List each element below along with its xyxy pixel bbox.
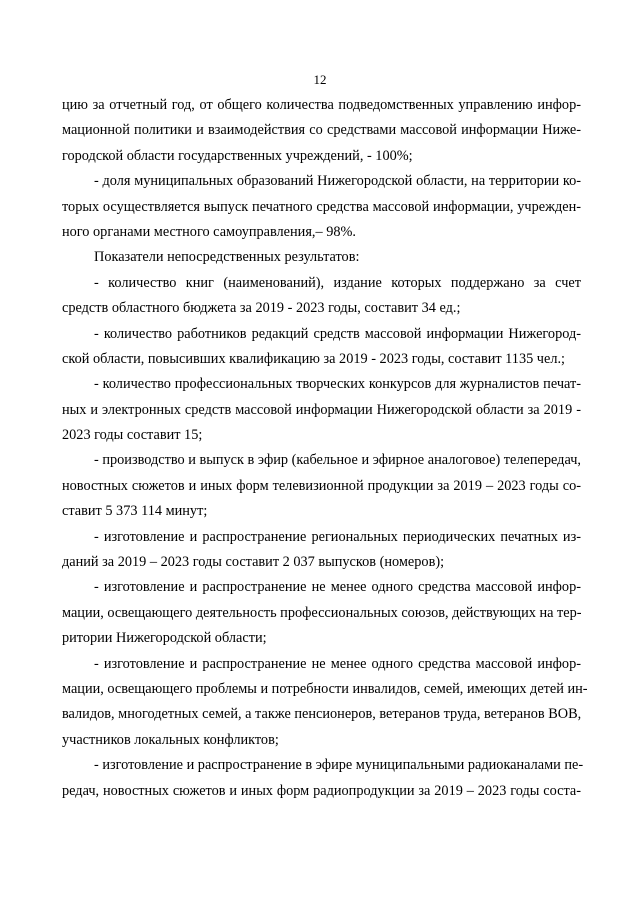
text-line: мации, освещающего деятельность профессиональных союзов, действующих на тер- (62, 604, 582, 621)
text-line: - изготовление и распространение не менее одного средства массовой инфор- (94, 579, 581, 596)
text-line: ставит 5 373 114 минут; (62, 503, 208, 520)
text-line: мации, освещающего проблемы и потребности инвалидов, семей, имеющих детей ин- (62, 680, 588, 697)
text-line: торых осуществляется выпуск печатного средства массовой информации, учрежден- (62, 198, 581, 215)
text-line: ритории Нижегородской области; (62, 630, 267, 647)
text-line: - количество профессиональных творческих конкурсов для журналистов печат- (94, 376, 581, 393)
text-line: редач, новостных сюжетов и иных форм радиопродукции за 2019 – 2023 годы соста- (62, 782, 581, 799)
text-line: - количество книг (наименований), издание которых поддержано за счет (94, 274, 581, 291)
text-line: цию за отчетный год, от общего количества подведомственных управлению инфор- (62, 97, 581, 113)
text-line: даний за 2019 – 2023 годы составит 2 037 выпусков (номеров); (62, 554, 445, 571)
text-line: - количество работников редакций средств массовой информации Нижегород- (94, 325, 581, 342)
text-line: средств областного бюджета за 2019 - 2023 годы, составит 34 ед.; (62, 300, 461, 317)
document-body (62, 93, 588, 804)
text-line: ного органами местного самоуправления,– 98%. (62, 223, 356, 240)
text-line: участников локальных конфликтов; (62, 731, 279, 748)
text-line: - производство и выпуск в эфир (кабельное и эфирное аналоговое) телепередач, (94, 452, 581, 469)
text-line: - изготовление и распространение в эфире муниципальными радиоканалами пе- (94, 757, 584, 774)
text-line: мационной политики и взаимодействия со средствами массовой информации Ниже- (62, 122, 581, 139)
text-line: Показатели непосредственных результатов: (94, 249, 360, 266)
page-number: 12 (313, 72, 327, 87)
text-line: - изготовление и распространение региональных периодических печатных из- (94, 528, 581, 545)
text-line: новостных сюжетов и иных форм телевизионной продукции за 2019 – 2023 годы со- (62, 477, 581, 494)
text-line: ных и электронных средств массовой информации Нижегородской области за 2019 - (62, 401, 581, 418)
text-line: - изготовление и распространение не менее одного средства массовой инфор- (94, 655, 581, 672)
text-line: валидов, многодетных семей, а также пенсионеров, ветеранов труда, ветеранов ВОВ, (62, 706, 582, 723)
text-line: городской области государственных учреждений, - 100%; (62, 147, 413, 164)
text-line: 2023 годы составит 15; (62, 427, 203, 444)
text-line: - доля муниципальных образований Нижегородской области, на территории ко- (94, 173, 581, 190)
text-line: ской области, повысивших квалификацию за 2019 - 2023 годы, составит 1135 чел.; (62, 350, 566, 367)
